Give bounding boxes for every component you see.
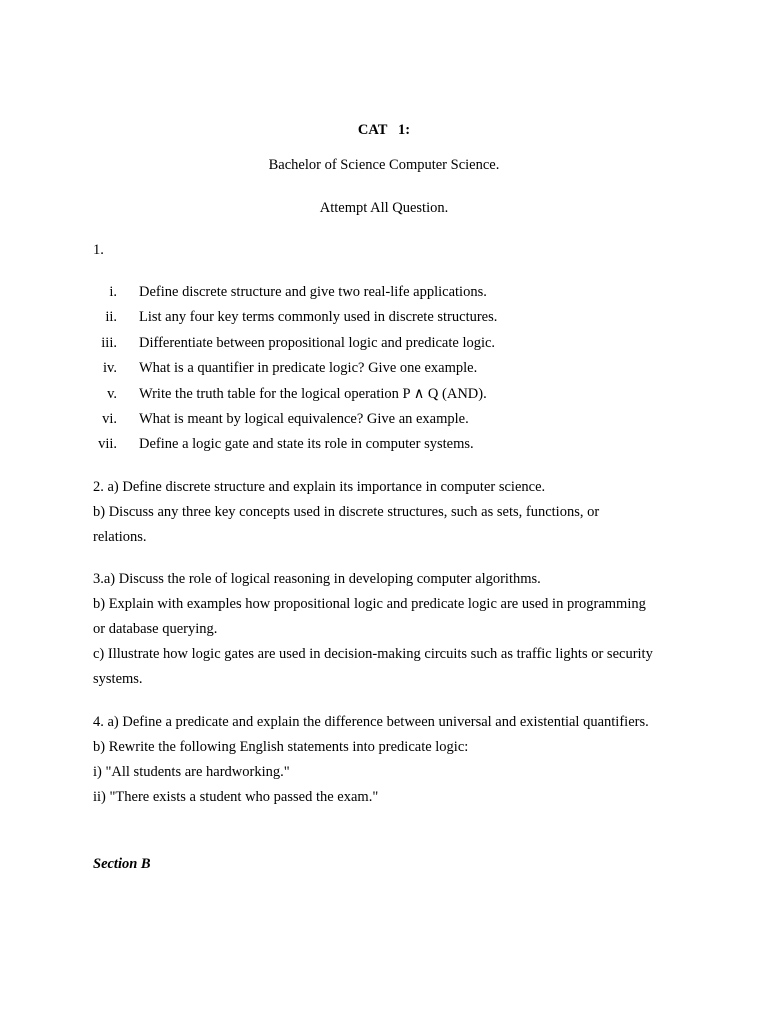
question-4b-i: i) "All students are hardworking." (93, 764, 290, 780)
list-item (0, 335, 768, 360)
list-numeral: ii. (105, 309, 117, 326)
instruction-text: Attempt All Question. (319, 200, 449, 216)
document-title: CAT 1: (357, 122, 411, 138)
list-item-text: Define a logic gate and state its role in computer systems. (139, 436, 474, 453)
list-item-text: What is a quantifier in predicate logic? Give one example. (139, 360, 478, 377)
list-numeral: vi. (102, 410, 117, 427)
question-4a: 4. a) Define a predicate and explain the difference between universal and existential quantifiers. (93, 714, 649, 730)
section-b-heading: Section B (93, 856, 151, 872)
question-3b: b) Explain with examples how propositional logic and predicate logic are used in programming or database querying. (93, 596, 646, 637)
list-numeral: iii. (101, 334, 117, 351)
list-item-text: What is meant by logical equivalence? Give an example. (139, 410, 469, 427)
document-subtitle: Bachelor of Science Computer Science. (268, 157, 500, 173)
list-item (0, 411, 768, 436)
question-1-list (0, 284, 768, 462)
list-item-text: List any four key terms commonly used in discrete structures. (139, 309, 498, 326)
question-2a: 2. a) Define discrete structure and explain its importance in computer science. (93, 479, 546, 495)
list-item-text: Write the truth table for the logical operation P ∧ Q (AND). (139, 385, 487, 402)
question-4b-ii: ii) "There exists a student who passed the exam." (93, 789, 379, 805)
list-item (0, 284, 768, 309)
question-3a: 3.a) Discuss the role of logical reasoning in developing computer algorithms. (93, 571, 541, 587)
list-item-text: Define discrete structure and give two real-life applications. (139, 284, 487, 300)
question-1-number: 1. (93, 242, 104, 258)
list-item-text: Differentiate between propositional logic and predicate logic. (139, 334, 496, 351)
question-4 (93, 710, 653, 810)
question-3c: c) Illustrate how logic gates are used in decision-making circuits such as traffic lights or security systems. (93, 646, 653, 687)
list-numeral: v. (107, 385, 117, 402)
question-4b: b) Rewrite the following English statements into predicate logic: (93, 739, 469, 755)
question-3 (93, 567, 653, 692)
list-item (0, 360, 768, 385)
list-numeral: vii. (98, 436, 117, 453)
list-item (0, 386, 768, 411)
list-item (0, 309, 768, 334)
list-numeral: i. (109, 284, 117, 300)
list-numeral: iv. (103, 360, 117, 377)
question-2b: b) Discuss any three key concepts used in discrete structures, such as sets, functions, or relations. (93, 504, 600, 545)
list-item (0, 436, 768, 461)
question-2 (93, 475, 653, 550)
